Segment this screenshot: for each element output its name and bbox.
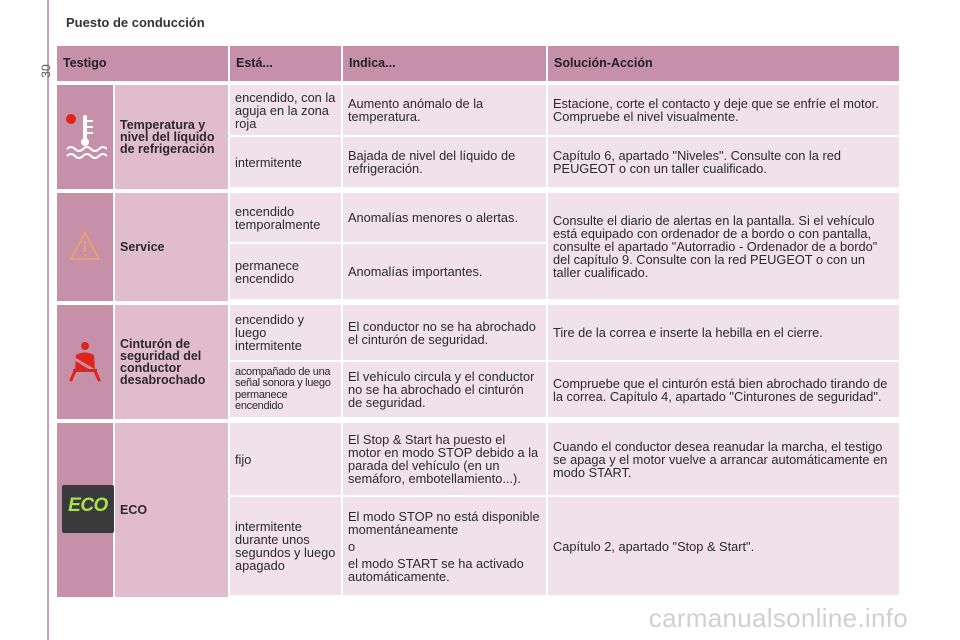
state-cell: fijo xyxy=(230,423,343,497)
warning-name: ECO xyxy=(115,423,230,597)
indicates-cell: Bajada de nivel del líquido de refrigeración. xyxy=(343,137,548,189)
warning-name: Cinturón de seguridad del conductor desabrochado xyxy=(115,305,230,419)
action-cell: Estacione, corte el contacto y deje que se enfríe el motor. Compruebe el nivel visualmente. xyxy=(548,85,901,137)
indicates-cell: El vehículo circula y el conductor no se ha abrochado el cinturón de seguridad. xyxy=(343,362,548,419)
action-cell: Cuando el conductor desea reanudar la marcha, el testigo se apaga y el motor vuelve a arrancar automáticamente en modo START. xyxy=(548,423,901,497)
page-margin-line xyxy=(47,0,49,640)
indicates-line: el modo START se ha activado automáticamente. xyxy=(348,555,524,584)
indicates-cell xyxy=(343,497,548,597)
state-cell: intermitente xyxy=(230,137,343,189)
indicates-line: o xyxy=(348,538,356,554)
table-row xyxy=(57,423,901,497)
page-number: 30 xyxy=(39,64,53,78)
icon-cell xyxy=(57,305,115,419)
warning-name: Service xyxy=(115,193,230,301)
indicates-cell: Anomalías menores o alertas. xyxy=(343,193,548,244)
warning-triangle-icon xyxy=(68,230,102,262)
state-cell: permanece encendido xyxy=(230,244,343,301)
indicates-cell: El Stop & Start ha puesto el motor en modo STOP debido a la parada del vehículo (en un semáforo, embotellamiento...). xyxy=(343,423,548,497)
action-cell: Capítulo 2, apartado "Stop & Start". xyxy=(548,497,901,597)
header-testigo: Testigo xyxy=(57,46,230,81)
state-cell: encendido, con la aguja en la zona roja xyxy=(230,85,343,137)
table-row xyxy=(57,85,901,137)
table-row xyxy=(57,193,901,244)
indicates-cell: Aumento anómalo de la temperatura. xyxy=(343,85,548,137)
indicates-line: El modo STOP no está disponible momentáneamente xyxy=(348,508,540,537)
indicates-cell: El conductor no se ha abrochado el cinturón de seguridad. xyxy=(343,305,548,362)
action-cell: Capítulo 6, apartado "Niveles". Consulte con la red PEUGEOT o con un taller cualificado. xyxy=(548,137,901,189)
header-esta: Está... xyxy=(230,46,343,81)
section-title: Puesto de conducción xyxy=(66,15,205,30)
header-solucion: Solución-Acción xyxy=(548,46,901,81)
action-cell: Consulte el diario de alertas en la pantalla. Si el vehículo está equipado con ordenador de a bordo o con pantalla, consulte el apartado "Autorradio - Ordenador de a bordo" del capítulo 9. Consulte con la red PEUGEOT o con un taller cualificado. xyxy=(548,193,901,301)
action-cell: Compruebe que el cinturón está bien abrochado tirando de la correa. Capítulo 4, apartado "Cinturones de seguridad". xyxy=(548,362,901,419)
icon-cell xyxy=(57,85,115,189)
watermark: carmanualsonline.info xyxy=(648,603,908,633)
coolant-temperature-icon xyxy=(63,111,107,161)
state-cell: encendido temporalmente xyxy=(230,193,343,244)
state-cell: intermitente durante unos segundos y luego apagado xyxy=(230,497,343,597)
warning-name: Temperatura y nivel del líquido de refrigeración xyxy=(115,85,230,189)
eco-icon: ECO xyxy=(62,485,114,533)
indicates-cell: Anomalías importantes. xyxy=(343,244,548,301)
table-header-row xyxy=(57,46,901,81)
table-row xyxy=(57,305,901,362)
state-cell: acompañado de una señal sonora y luego permanece encendido xyxy=(230,362,343,419)
header-indica: Indica... xyxy=(343,46,548,81)
warning-lights-table xyxy=(57,46,901,597)
action-cell: Tire de la correa e inserte la hebilla en el cierre. xyxy=(548,305,901,362)
state-cell: encendido y luego intermitente xyxy=(230,305,343,362)
icon-cell xyxy=(57,423,115,597)
seatbelt-icon xyxy=(65,339,105,383)
icon-cell xyxy=(57,193,115,301)
